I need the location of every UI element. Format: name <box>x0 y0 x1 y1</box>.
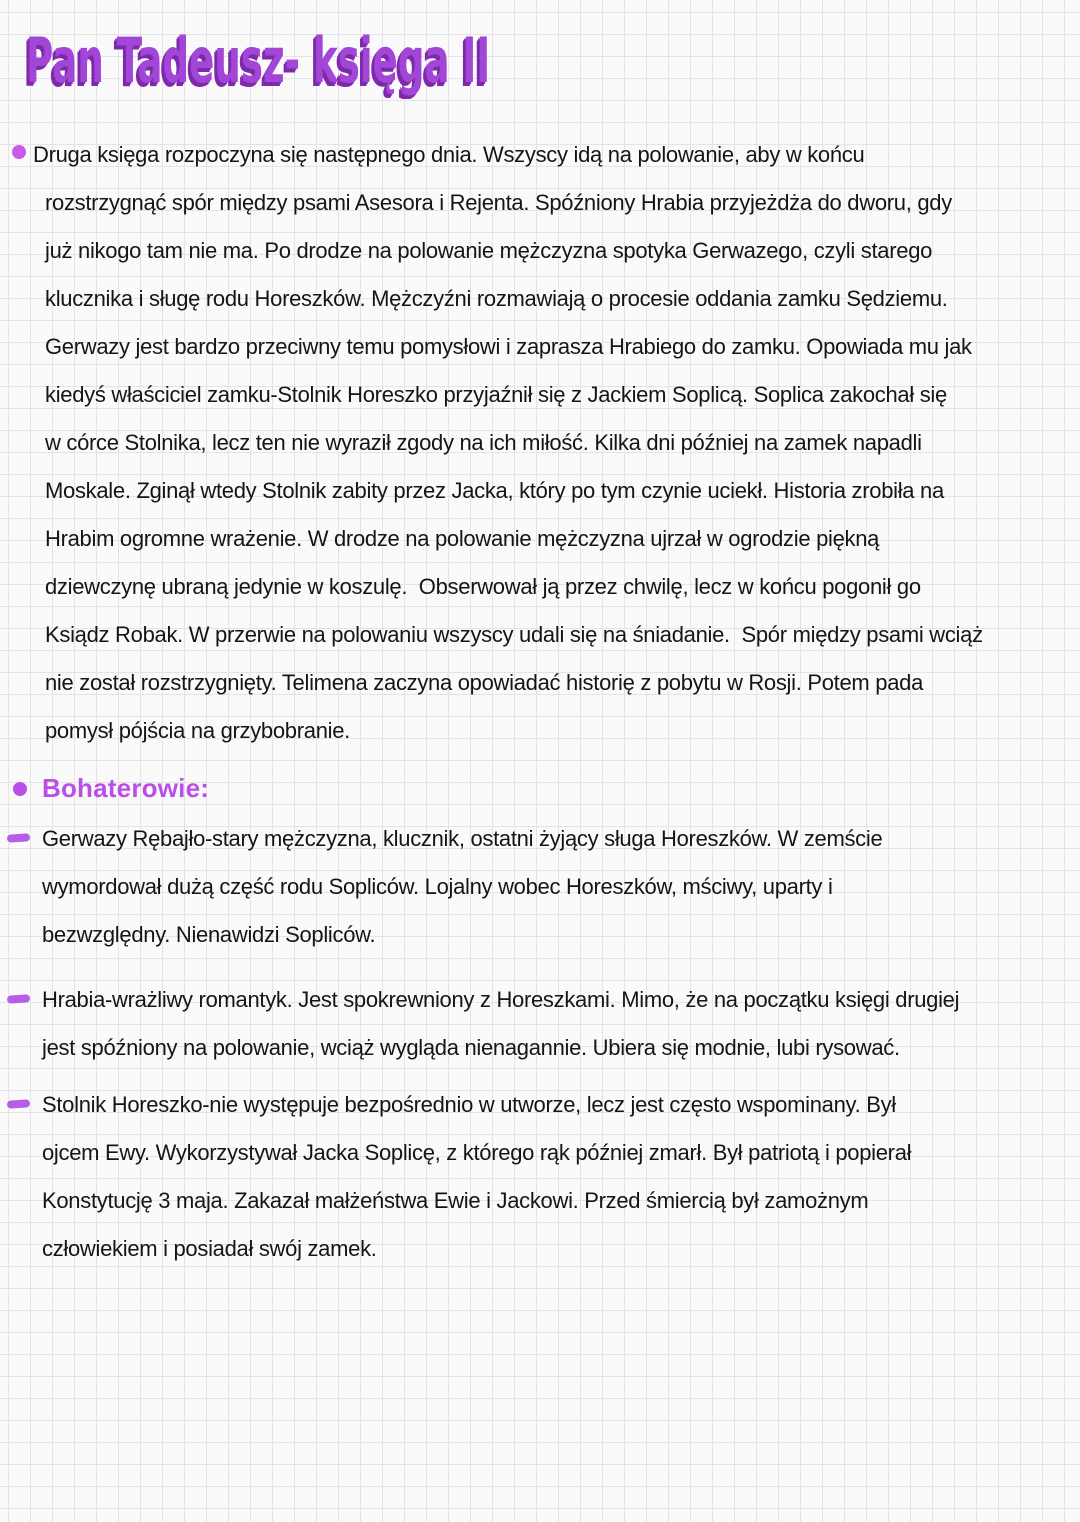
dot-bullet-icon <box>13 782 27 796</box>
text-line: bezwzględny. Nienawidzi Sopliców. <box>42 922 376 947</box>
text-line: jest spóźniony na polowanie, wciąż wygląda nienagannie. Ubiera się modnie, lubi rysować. <box>42 1035 900 1060</box>
text-line: Gerwazy jest bardzo przeciwny temu pomysłowi i zaprasza Hrabiego do zamku. Opowiada mu jak <box>45 334 972 359</box>
text-line: pomysł pójścia na grzybobranie. <box>45 718 350 743</box>
text-line: ojcem Ewy. Wykorzystywał Jacka Soplicę, z którego rąk później zmarł. Był patriotą i popierał <box>42 1140 912 1165</box>
text-line: Hrabia-wrażliwy romantyk. Jest spokrewniony z Horeszkami. Mimo, że na początku księgi drugiej <box>42 987 960 1012</box>
text-line: nie został rozstrzygnięty. Telimena zaczyna opowiadać historię z pobytu w Rosji. Potem pada <box>45 670 923 695</box>
text-line: wymordował dużą część rodu Sopliców. Lojalny wobec Horeszków, mściwy, uparty i <box>42 874 833 899</box>
dash-bullet-icon <box>7 1099 31 1109</box>
text-line: już nikogo tam nie ma. Po drodze na polowanie mężczyzna spotyka Gerwazego, czyli starego <box>45 238 933 263</box>
text-line: Konstytucję 3 maja. Zakazał małżeństwa Ewie i Jackowi. Przed śmiercią był zamożnym <box>42 1188 869 1213</box>
text-line: Moskale. Zginął wtedy Stolnik zabity przez Jacka, który po tym czynie uciekł. Historia zrobiła na <box>45 478 944 503</box>
text-line: dziewczynę ubraną jedynie w koszulę. Obserwował ją przez chwilę, lecz w końcu pogonił go <box>45 574 921 599</box>
character-item-gerwazy <box>0 815 1080 959</box>
text-line: w córce Stolnika, lecz ten nie wyraził zgody na ich miłość. Kilka dni później na zamek napadli <box>45 430 922 455</box>
text-line: rozstrzygnąć spór między psami Asesora i Rejenta. Spóźniony Hrabia przyjeżdża do dworu, gdy <box>45 190 952 215</box>
text-line: człowiekiem i posiadał swój zamek. <box>42 1236 377 1261</box>
characters-heading <box>0 764 1080 812</box>
text-line: Druga księga rozpoczyna się następnego dnia. Wszyscy idą na polowanie, aby w końcu <box>33 142 865 167</box>
characters-heading-label: Bohaterowie: <box>42 773 210 803</box>
text-line: kiedyś właściciel zamku-Stolnik Horeszko przyjaźnił się z Jackiem Soplicą. Soplica zakochał się <box>45 382 947 407</box>
page-title: Pan Tadeusz- księga II <box>26 24 491 97</box>
dash-bullet-icon <box>7 833 31 843</box>
character-item-hrabia <box>0 976 1080 1072</box>
text-line: klucznika i sługę rodu Horeszków. Mężczyźni rozmawiają o procesie oddania zamku Sędziemu. <box>45 286 948 311</box>
text-line: Stolnik Horeszko-nie występuje bezpośrednio w utworze, lecz jest często wspominany. Był <box>42 1092 896 1117</box>
dash-bullet-icon <box>7 994 31 1004</box>
dot-bullet-icon <box>12 145 26 159</box>
character-item-stolnik <box>0 1081 1080 1273</box>
text-line: Ksiądz Robak. W przerwie na polowaniu wszyscy udali się na śniadanie. Spór między psami wciąż <box>45 622 983 647</box>
text-line: Hrabim ogromne wrażenie. W drodze na polowanie mężczyzna ujrzał w ogrodzie piękną <box>45 526 880 551</box>
summary-paragraph <box>0 131 1080 755</box>
text-line: Gerwazy Rębajło-stary mężczyzna, klucznik, ostatni żyjący sługa Horeszków. W zemście <box>42 826 883 851</box>
